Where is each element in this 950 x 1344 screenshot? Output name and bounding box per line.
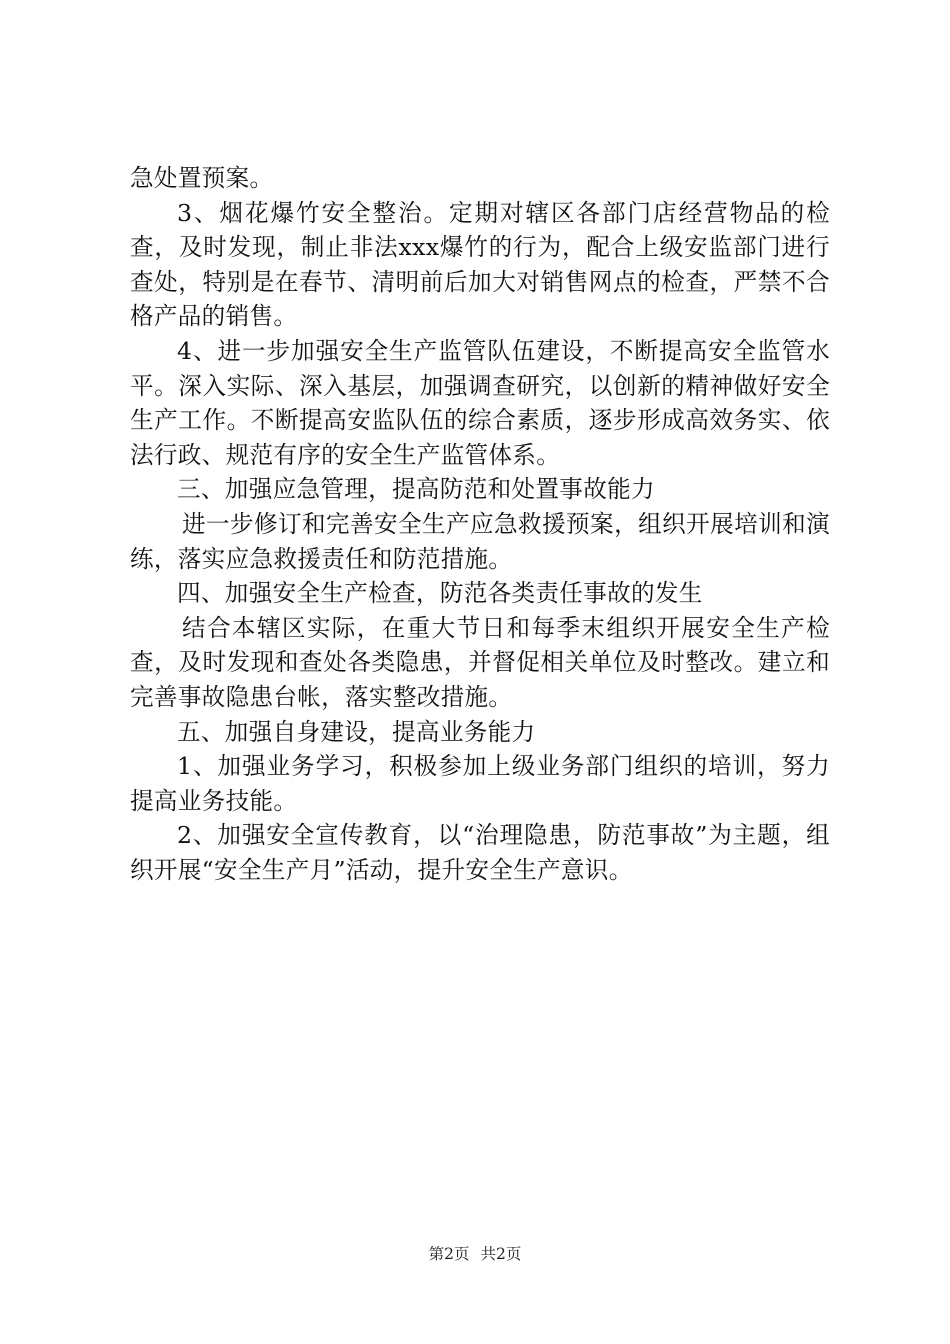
paragraph-safety-education: 2、加强安全宣传教育，以“治理隐患，防范事故”为主题，组织开展“安全生产月”活动，提升安全生产意识。 [130,821,830,884]
page-number: 第2页 [428,1245,470,1263]
section-heading-safety-inspection: 四、加强安全生产检查，防范各类责任事故的发生 [177,579,703,608]
section-heading-emergency-management: 三、加强应急管理，提高防范和处置事故能力 [177,475,655,504]
paragraph-continuation: 急处置预案。 [130,164,274,192]
paragraph-emergency-plan: 进一步修订和完善安全生产应急救援预案，组织开展培训和演练，落实应急救援责任和防范措施。 [130,509,830,573]
paragraph-business-study: 1、加强业务学习，积极参加上级业务部门组织的培训，努力提高业务技能。 [130,752,830,815]
section-heading-self-building: 五、加强自身建设，提高业务能力 [177,717,536,746]
paragraph-supervision-team: 4、进一步加强安全生产监管队伍建设，不断提高安全监管水平。深入实际、深入基层，加强调查研究，以创新的精神做好安全生产工作。不断提高安监队伍的综合素质，逐步形成高效务实、依法行政、规范有序的安全生产监管体系。 [130,336,830,469]
page-total: 共2页 [480,1245,522,1263]
page-footer [0,1244,950,1264]
document-body [130,161,830,887]
paragraph-fireworks-safety: 3、烟花爆竹安全整治。定期对辖区各部门店经营物品的检查，及时发现，制止非法xxx爆竹的行为，配合上级安监部门进行查处，特别是在春节、清明前后加大对销售网点的检查，严禁不合格产品的销售。 [130,198,830,331]
paragraph-inspection-details: 结合本辖区实际，在重大节日和每季末组织开展安全生产检查，及时发现和查处各类隐患，并督促相关单位及时整改。建立和完善事故隐患台帐，落实整改措施。 [130,613,830,711]
